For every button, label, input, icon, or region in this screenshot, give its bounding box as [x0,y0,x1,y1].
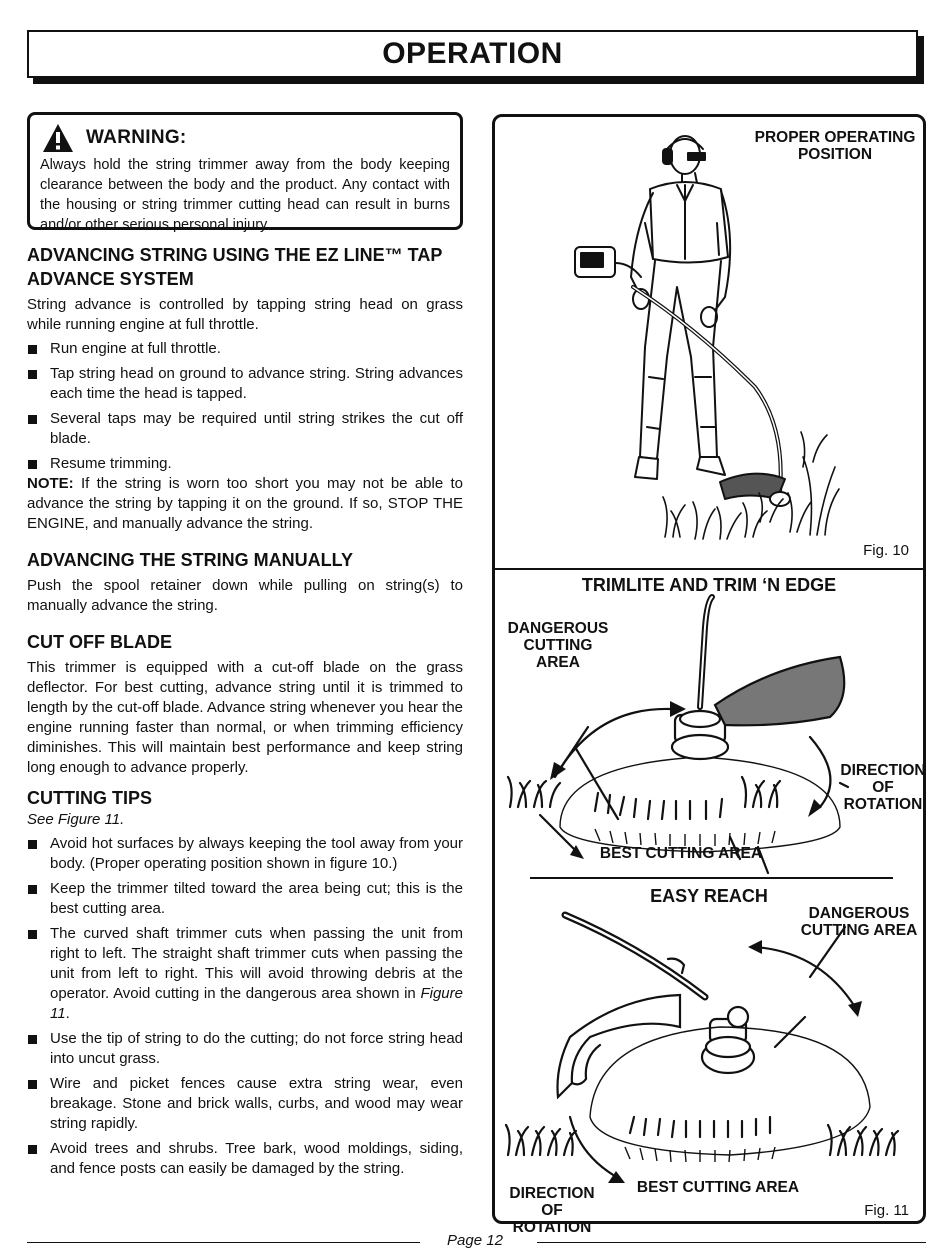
easyreach-direction-line2: ROTATION [512,1219,592,1236]
footer-rule-right [537,1242,926,1243]
operator-illustration [545,127,845,552]
warning-text: Always hold the string trimmer away from the body keeping clearance between the body and the product. Any contact with the housing or string trimmer cutting head can result in burns and/or other serious personal injury. [40,157,450,233]
trimlite-illustration [500,597,920,867]
advancing-tap-note [27,474,463,534]
advancing-tap-intro: String advance is controlled by tapping string head on grass while running engine at full throttle. [27,296,463,333]
warning-header [42,123,450,153]
warning-box [27,112,463,233]
heading-cut-off-blade: CUT OFF BLADE [27,632,172,652]
figure-ref: Figure 11 [50,985,463,1022]
cut-off-blade-text: This trimmer is equipped with a cut-off blade on the grass deflector. For best cutting, advance string until it is trimmed to length by the cut-off blade. Advance string whenever you hear the engine running faster than normal, or when trimming efficiency diminishes. This will maintain best performance and keep string long enough to advance properly. [27,659,463,776]
easyreach-direction-line1: DIRECTION OF [509,1185,595,1219]
advancing-manual-text: Push the spool retainer down while pulling on string(s) to manually advance the string. [27,577,463,614]
fig10-number: Fig. 10 [863,542,909,559]
figure11-inner-rule [530,877,893,879]
easyreach-dangerous-line1: DANGEROUS [808,905,910,922]
section-cutting-tips [27,786,463,1179]
list-item: Run engine at full throttle. [27,339,463,359]
list-item: Avoid hot surfaces by always keeping the tool away from your body. (Proper operating position shown in figure 10.) [27,834,463,874]
warning-triangle-icon [42,123,74,153]
note-text: If the string is worn too short you may not be able to advance the string by tapping it on the ground. If so, STOP THE ENGINE, and manually advance the string. [27,475,463,532]
trimlite-direction-line3: ROTATION [843,796,923,813]
figure-divider [495,568,923,570]
section-title: OPERATION [382,37,563,70]
fig10-label-line2: POSITION [797,146,873,163]
list-item [27,924,463,1024]
left-column [27,112,463,1179]
bullet3-text: The curved shaft trimmer cuts when passing the unit from right to left. The straight shaft trimmer cuts when passing the unit from left to right. This will avoid throwing debris at the operator. Avoid cutting in the dangerous area shown in [50,925,463,1002]
section-cut-off-blade [27,630,463,778]
easyreach-illustration [500,907,920,1182]
trimlite-dangerous-line2: CUTTING AREA [523,637,593,671]
warning-label: WARNING: [86,127,187,148]
fig10-label-line1: PROPER OPERATING [754,129,916,146]
section-advancing-manual [27,548,463,616]
list-item: Resume trimming. [27,454,463,474]
trimlite-direction-line1: DIRECTION [840,762,926,779]
easyreach-dangerous-line2: CUTTING AREA [800,922,918,939]
heading-cutting-tips: CUTTING TIPS [27,788,152,808]
trimlite-title: TRIMLITE AND TRIM ‘N EDGE [581,575,837,595]
advancing-tap-list [27,339,463,474]
list-item: Keep the trimmer tilted toward the area being cut; this is the best cutting area. [27,879,463,919]
list-item: Tap string head on ground to advance string. String advances each time the head is tapped. [27,364,463,404]
footer-rule-left [27,1242,420,1243]
page-number: Page 12 [447,1232,503,1249]
see-figure-ref: See Figure 11. [27,811,125,828]
section-title-box [27,30,918,78]
list-item: Wire and picket fences cause extra string wear, even breakage. Stone and brick walls, curbs, and wood may wear string rapidly. [27,1074,463,1134]
list-item: Use the tip of string to do the cutting; do not force string head into uncut grass. [27,1029,463,1069]
trimlite-dangerous-line1: DANGEROUS [507,620,609,637]
trimlite-best-label: BEST CUTTING AREA [599,845,763,862]
fig11-number: Fig. 11 [864,1202,909,1219]
figure-panel [492,114,926,1236]
heading-advancing-tap: ADVANCING STRING USING THE EZ LINE™ TAP ADVANCE SYSTEM [27,245,443,289]
section-advancing-tap [27,243,463,534]
list-item: Avoid trees and shrubs. Tree bark, wood moldings, siding, and fence posts can easily be damaged by the string. [27,1139,463,1179]
easyreach-direction-label [497,1185,607,1236]
heading-advancing-manual: ADVANCING THE STRING MANUALLY [27,550,354,570]
note-label: NOTE: [27,475,74,492]
bullet3-end: . [65,1005,70,1022]
easyreach-best-label: BEST CUTTING AREA [636,1179,800,1196]
trimlite-direction-line2: OF [872,779,894,796]
list-item: Several taps may be required until string strikes the cut off blade. [27,409,463,449]
easyreach-title: EASY REACH [650,886,768,906]
cutting-tips-list [27,834,463,1179]
